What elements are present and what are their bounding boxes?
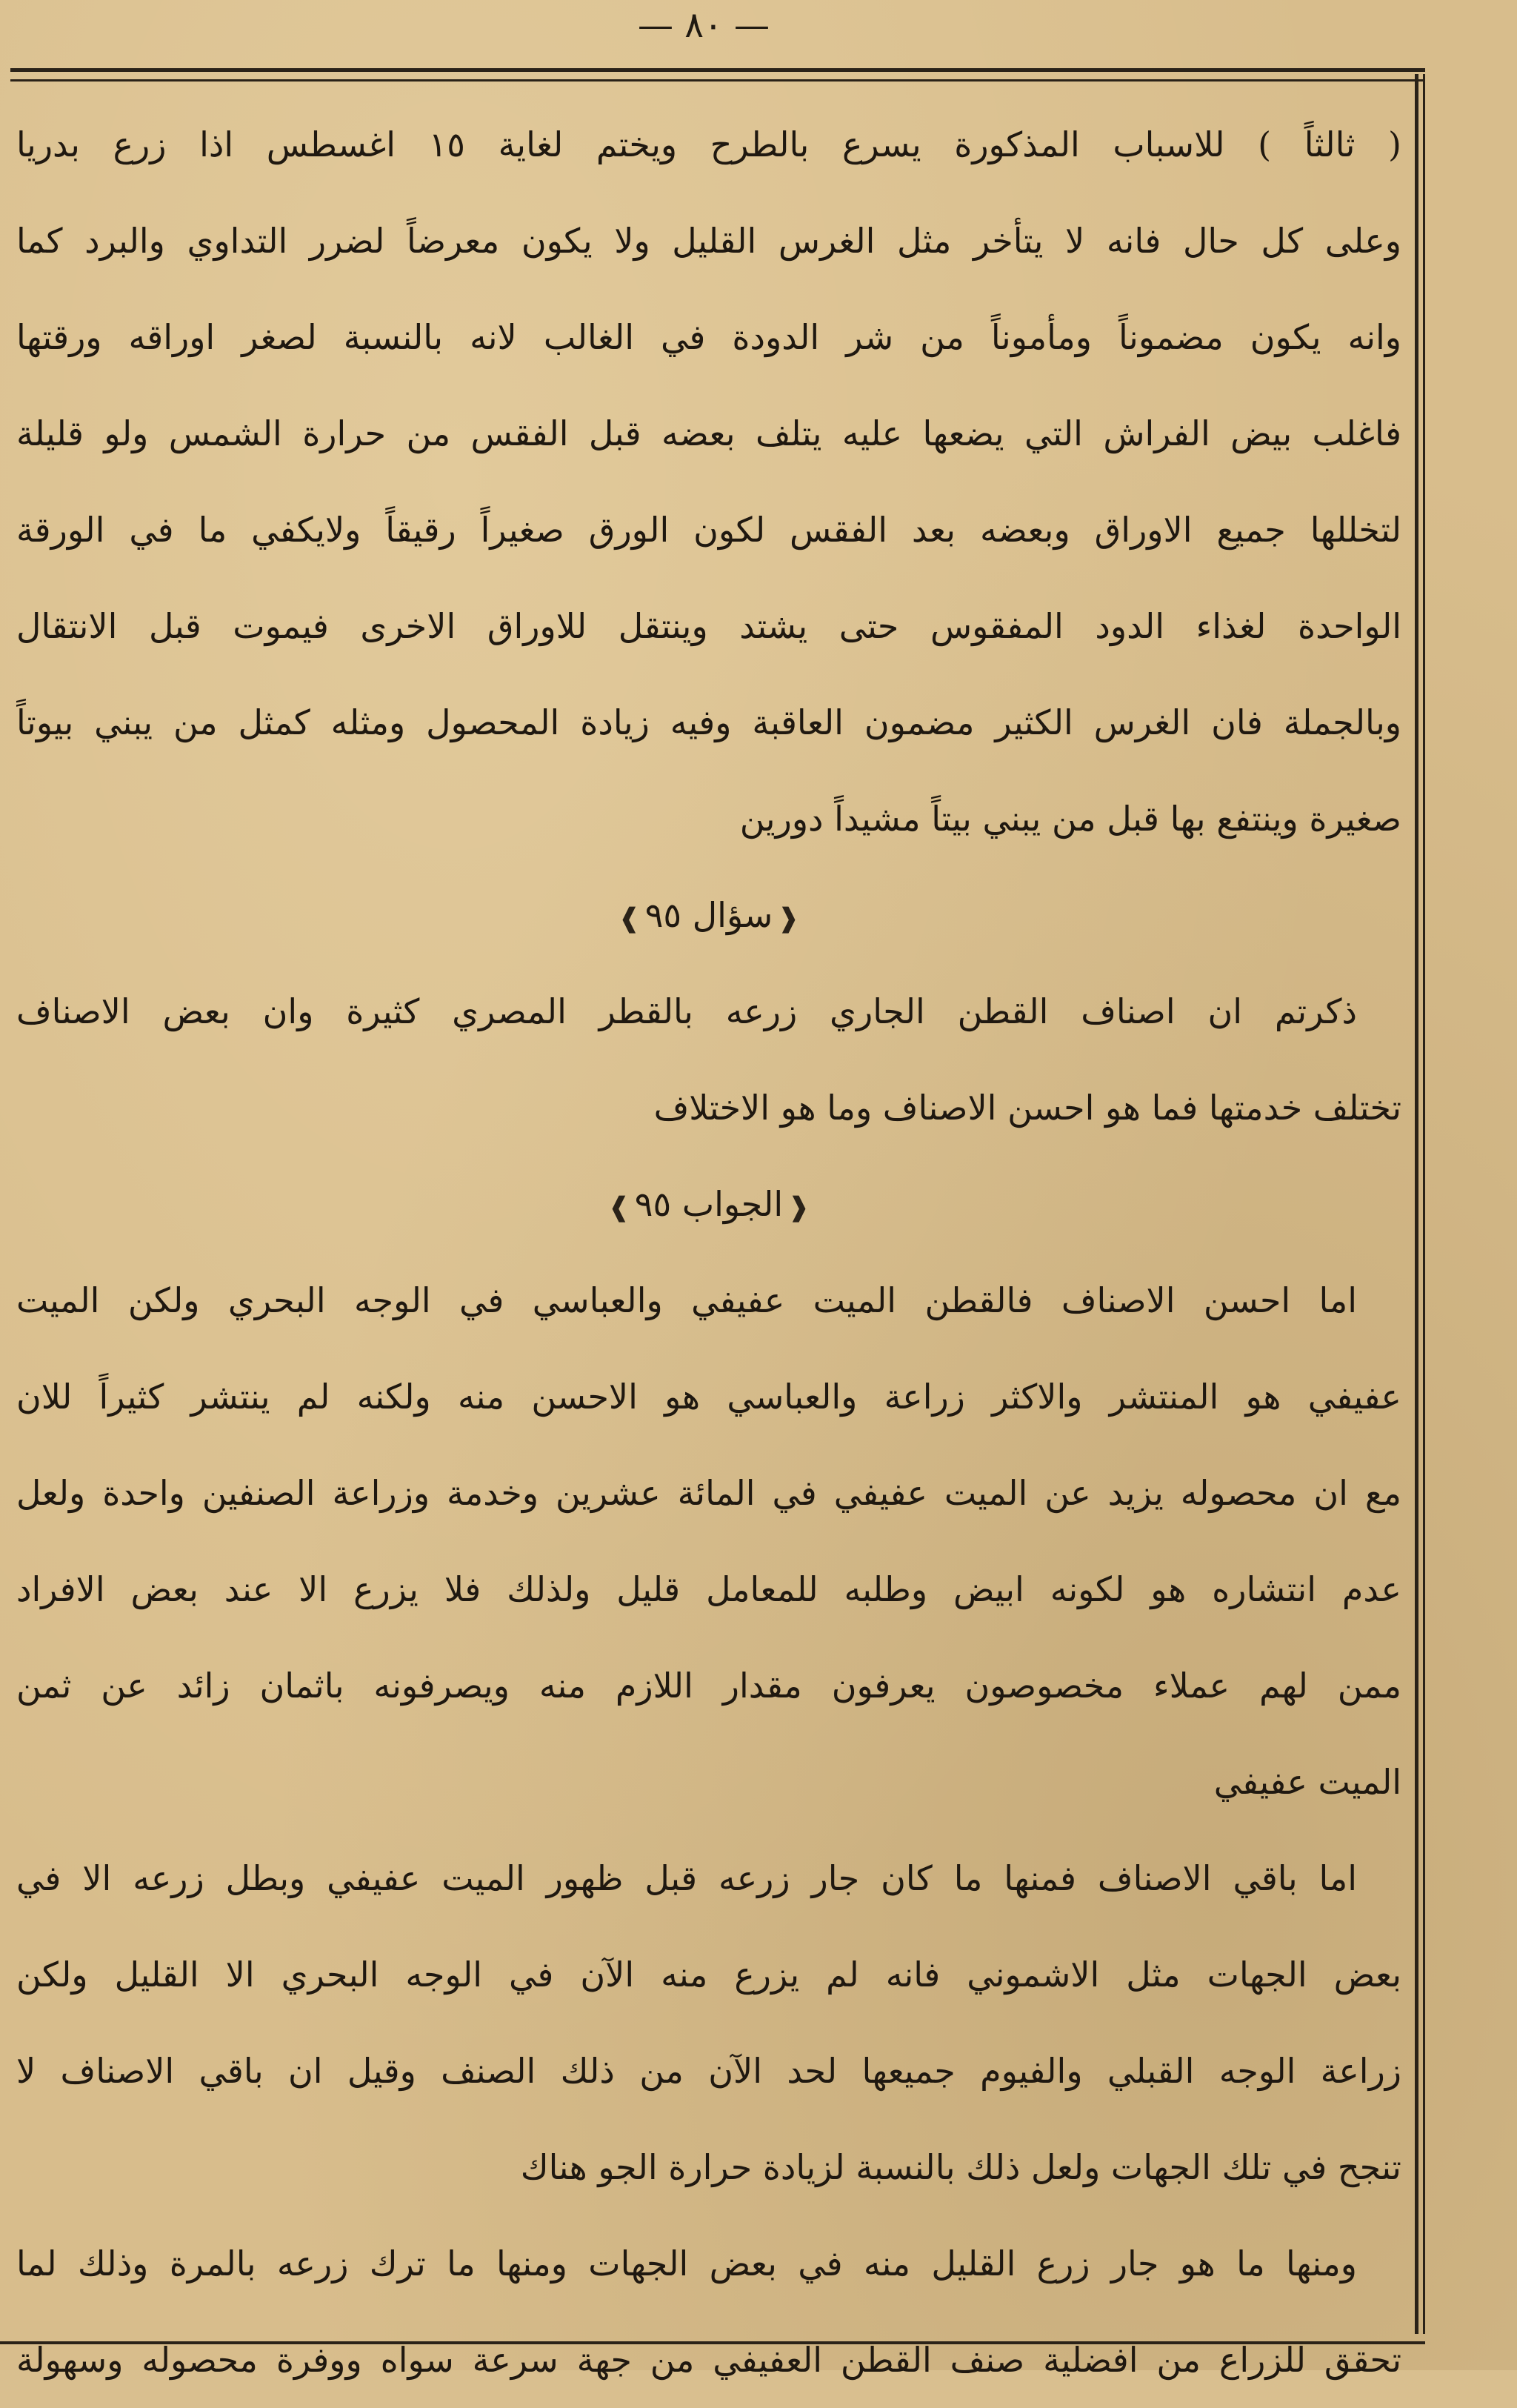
text-line: ( ثالثاً ) للاسباب المذكورة يسرع بالطرح ويختم لغاية ١٥ اغسطس اذا زرع بدريا	[16, 124, 1401, 164]
answer-line: اما باقي الاصناف فمنها ما كان جار زرعه قبل ظهور الميت عفيفي وبطل زرعه الا في	[16, 1858, 1357, 1898]
top-border-rule	[10, 68, 1425, 82]
page-body	[16, 96, 1401, 2408]
ornament-icon: ❱	[607, 1192, 630, 1223]
question-line: تختلف خدمتها فما هو احسن الاصناف وما هو الاختلاف	[653, 1088, 1401, 1128]
answer-heading-text: الجواب ٩٥	[634, 1184, 784, 1224]
page-number: — ٨٠ —	[637, 4, 770, 46]
ornament-icon: ❰	[777, 903, 800, 934]
text-line: الواحدة لغذاء الدود المفقوس حتى يشتد وينتقل للاوراق الاخرى فيموت قبل الانتقال	[16, 606, 1401, 646]
text-line: فاغلب بيض الفراش التي يضعها عليه يتلف بعضه قبل الفقس من حرارة الشمس ولو قليلة	[16, 413, 1401, 453]
text-line: وعلى كل حال فانه لا يتأخر مثل الغرس القليل ولا يكون معرضاً لضرر التداوي والبرد كما	[16, 221, 1401, 261]
answer-line: بعض الجهات مثل الاشموني فانه لم يزرع منه الآن في الوجه البحري الا القليل ولكن	[16, 1955, 1401, 1995]
answer-line: ومنها ما هو جار زرع القليل منه في بعض الجهات ومنها ما ترك زرعه بالمرة وذلك لما	[16, 2244, 1357, 2284]
answer-line: تحقق للزراع من افضلية صنف القطن العفيفي من جهة سرعة سواه ووفرة محصوله وسهولة	[16, 2340, 1401, 2380]
text-line: وبالجملة فان الغرس الكثير مضمون العاقبة وفيه زيادة المحصول ومثله كمثل من يبني بيوتاً	[16, 702, 1401, 742]
answer-line: الميت عفيفي	[1213, 1762, 1401, 1802]
question-line: ذكرتم ان اصناف القطن الجاري زرعه بالقطر المصري كثيرة وان بعض الاصناف	[16, 991, 1358, 1031]
text-line: لتخللها جميع الاوراق وبعضه بعد الفقس لكون الورق صغيراً رقيقاً ولايكفي ما في الورقة	[16, 510, 1401, 550]
question-heading	[16, 867, 1401, 963]
question-heading-text: سؤال ٩٥	[644, 895, 773, 935]
answer-line: زراعة الوجه القبلي والفيوم جميعها لحد الآن من ذلك الصنف وقيل ان باقي الاصناف لا	[16, 2051, 1401, 2091]
answer-line: عفيفي هو المنتشر والاكثر زراعة والعباسي هو الاحسن منه ولكنه لم ينتشر كثيراً للان	[16, 1377, 1401, 1417]
answer-line: عدم انتشاره هو لكونه ابيض وطلبه للمعامل قليل ولذلك فلا يزرع الا عند بعض الافراد	[16, 1569, 1401, 1609]
answer-line: ممن لهم عملاء مخصوصون يعرفون مقدار اللازم منه ويصرفونه باثمان زائد عن ثمن	[16, 1666, 1401, 1706]
answer-heading	[16, 1156, 1401, 1252]
answer-line: تنجح في تلك الجهات ولعل ذلك بالنسبة لزيادة حرارة الجو هناك	[520, 2147, 1401, 2187]
answer-line: مع ان محصوله يزيد عن الميت عفيفي في المائة عشرين وخدمة وزراعة الصنفين واحدة ولعل	[16, 1473, 1401, 1513]
right-border-rule	[1415, 74, 1425, 2334]
answer-line: اما احسن الاصناف فالقطن الميت عفيفي والعباسي في الوجه البحري ولكن الميت	[16, 1280, 1357, 1320]
ornament-icon: ❱	[618, 903, 641, 934]
text-line: صغيرة وينتفع بها قبل من يبني بيتاً مشيداً دورين	[739, 799, 1401, 839]
ornament-icon: ❰	[787, 1192, 810, 1223]
text-line: وانه يكون مضموناً ومأموناً من شر الدودة في الغالب لانه بالنسبة لصغر اوراقه ورقتها	[16, 317, 1401, 357]
